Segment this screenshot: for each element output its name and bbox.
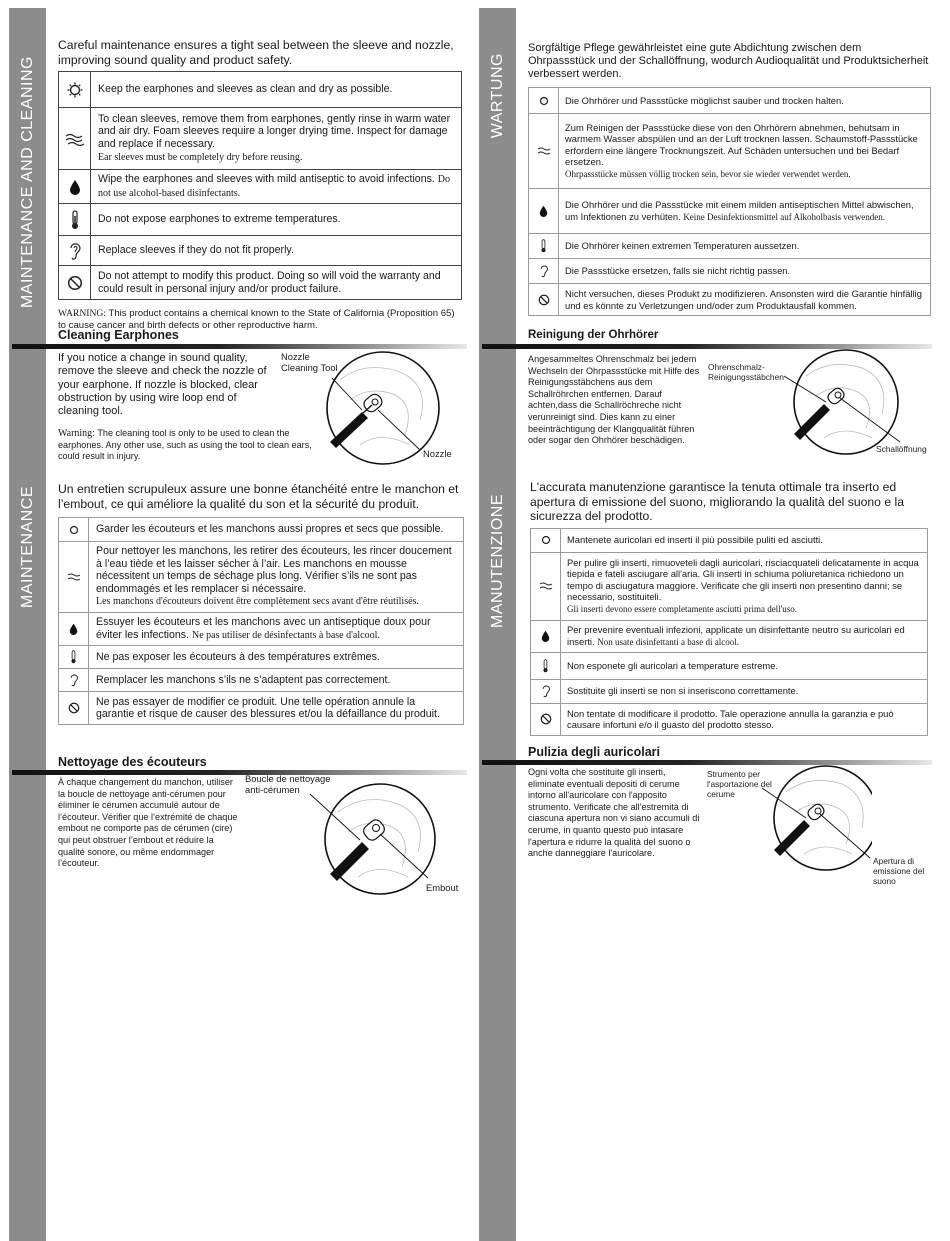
table-row — [531, 552, 928, 620]
prohibited-icon — [531, 703, 561, 735]
de-intro: Sorgfältige Pflege gewährleistet eine gute Abdichtung zwischen dem Ohrpassstück und der Schallöffnung, wodurch Audioqualität und Produktsicherheit verbessert werden. — [528, 42, 929, 80]
droplet-icon — [59, 612, 89, 645]
droplet-icon — [529, 189, 559, 234]
prohibited-icon — [529, 284, 559, 316]
it-row-text: Non esponete gli auricolari a temperature estreme. — [561, 652, 928, 679]
it-row-text: Mantenete auricolari ed inserti il più possibile puliti ed asciutti. — [561, 528, 928, 552]
sidebar-label-manutenzione: MANUTENZIONE — [488, 494, 506, 628]
it-care-table — [530, 528, 928, 736]
water-wave-icon — [59, 542, 89, 613]
fr-row-text: Garder les écouteurs et les manchons aussi propres et secs que possible. — [89, 518, 464, 542]
de-row-text: Die Passstücke ersetzen, falls sie nicht richtig passen. — [559, 259, 931, 284]
it-section — [530, 480, 928, 736]
left-sidebar — [9, 8, 46, 1241]
table-row — [59, 542, 464, 613]
en-warning: WARNING: This product contains a chemical known to the State of California (Proposition 65) to cause cancer and birth defects or other reproductive harm. — [58, 308, 455, 332]
en-row-text: Wipe the earphones and sleeves with mild antiseptic to avoid infections. Do not use alcohol-based disinfectants. — [91, 170, 462, 204]
en-row-text: Keep the earphones and sleeves as clean and dry as possible. — [91, 72, 462, 108]
de-cleaning-diagram — [760, 348, 930, 458]
it-intro: L'accurata manutenzione garantisce la tenuta ottimale tra inserto ed apertura di emissione del suono, migliorando la qualità del suono e la sicurezza del prodotto. — [530, 480, 904, 523]
thermometer-icon — [529, 234, 559, 259]
water-wave-icon — [59, 108, 91, 170]
de-cleaning-title: Reinigung der Ohrhörer — [528, 329, 659, 341]
sun-icon — [531, 528, 561, 552]
table-row — [59, 72, 462, 108]
table-row — [531, 679, 928, 703]
section-divider — [12, 770, 467, 775]
it-cleaning-text: Ogni volta che sostituite gli inserti, eliminate eventuali depositi di cerume intorno all'auricolare con l'apposito strumento. Verificate che all'estremità di ciascuna apertura non vi siano accumuli di cerume, in quanto questo può intasare l'apertura e ridurre la qualità del suono o anche danneggiare l'auricolare. — [528, 767, 700, 859]
it-callout-nozzle: Apertura di emissione del suono — [873, 856, 925, 886]
thermometer-icon — [59, 646, 89, 669]
fr-intro: Un entretien scrupuleux assure une bonne étanchéité entre le manchon et l’embout, ce qui améliore la qualité du son et la sécurité du produit. — [58, 482, 459, 511]
table-row — [59, 518, 464, 542]
table-row — [529, 88, 931, 114]
en-row-text: Replace sleeves if they do not fit properly. — [91, 236, 462, 266]
it-cleaning-title: Pulizia degli auricolari — [528, 745, 660, 759]
en-cleaning-text: If you notice a change in sound quality, remove the sleeve and check the nozzle of your earphone. If nozzle is blocked, clear obstruction by using wire loop end of cleaning tool. — [58, 352, 267, 418]
prohibited-icon — [59, 692, 89, 725]
table-row — [531, 528, 928, 552]
sidebar-label-maintenance: MAINTENANCE — [18, 486, 36, 608]
de-row-text: Die Ohrhörer keinen extremen Temperaturen aussetzen. — [559, 234, 931, 259]
water-wave-icon — [531, 552, 561, 620]
de-care-table — [528, 87, 931, 316]
fr-row-text: Ne pas essayer de modifier ce produit. Une telle opération annule la garantie et risque de causer des blessures et/ou la défaillance du produit. — [89, 692, 464, 725]
en-cleaning-title: Cleaning Earphones — [58, 328, 179, 342]
ear-icon — [59, 669, 89, 692]
fr-care-table — [58, 517, 464, 725]
table-row — [531, 652, 928, 679]
en-cleaning-warning: Warning: The cleaning tool is only to be used to clean the earphones. Any other use, such as using the tool to clean ears, could result in injury. — [58, 428, 312, 462]
en-intro: Careful maintenance ensures a tight seal between the sleeve and nozzle, improving sound quality and product safety. — [58, 38, 454, 67]
table-row — [59, 108, 462, 170]
fr-row-text: Pour nettoyer les manchons, les retirer des écouteurs, les rincer doucement à l’eau tiède et les laisser sécher à l’air. Les manchons en mousse nécessitent un temps de séchage plus long. Vérifier s’ils ne sont pas endommagés et les remplacer si nécessaire. Les manchons d'écouteurs doivent être complètement secs avant d'être réutilisés. — [89, 542, 464, 613]
table-row — [59, 204, 462, 236]
fr-section — [58, 482, 464, 725]
fr-row-text: Remplacer les manchons s’ils ne s’adaptent pas correctement. — [89, 669, 464, 692]
de-callout-tool: Ohrenschmalz-Reinigungsstäbchen — [708, 362, 784, 382]
fr-row-text: Essuyer les écouteurs et les manchons avec un antiseptique doux pour éviter les infections. Ne pas utiliser de désinfectants à base d'alcool. — [89, 612, 464, 645]
thermometer-icon — [531, 652, 561, 679]
table-row — [531, 620, 928, 652]
ear-icon — [529, 259, 559, 284]
table-row — [59, 266, 462, 300]
droplet-icon — [59, 170, 91, 204]
en-callout-tool: Nozzle Cleaning Tool — [281, 351, 338, 373]
droplet-icon — [531, 620, 561, 652]
table-row — [531, 703, 928, 735]
en-row-text: To clean sleeves, remove them from earphones, gently rinse in warm water and air dry. Foam sleeves require a longer drying time. Inspect for damage and replace if necessary. Ear sleeves must be completely dry before reusing. — [91, 108, 462, 170]
en-callout-nozzle: Nozzle — [423, 448, 452, 459]
sun-icon — [59, 72, 91, 108]
fr-callout-nozzle: Embout — [426, 882, 459, 893]
fr-callout-tool: Boucle de nettoyage anti-cérumen — [245, 773, 331, 795]
de-row-text: Die Ohrhörer und Passstücke möglichst sauber und trocken halten. — [559, 88, 931, 114]
de-row-text: Zum Reinigen der Passstücke diese von den Ohrhörern abnehmen, behutsam in warmem Wasser abspülen und an der Luft trocknen lassen. Schaumstoff-Passstücke erfordern eine längere Trocknungszeit. Auf Schäden untersuchen und bei Bedarf ersetzen. Ohrpassstücke müssen völlig trocken sein, bevor sie wieder verwendet werden. — [559, 114, 931, 189]
de-row-text: Die Ohrhörer und die Passstücke mit einem milden antiseptischen Mittel abwischen, um Infektionen zu verhüten. Keine Desinfektionsmittel auf Alkoholbasis verwenden. — [559, 189, 931, 234]
fr-cleaning-title: Nettoyage des écouteurs — [58, 755, 207, 769]
table-row — [529, 284, 931, 316]
de-row-text: Nicht versuchen, dieses Produkt zu modifizieren. Ansonsten wird die Garantie hinfällig und es könnte zu Verletzungen und/oder zum Produktausfall kommen. — [559, 284, 931, 316]
table-row — [59, 692, 464, 725]
prohibited-icon — [59, 266, 91, 300]
ear-icon — [531, 679, 561, 703]
table-row — [59, 612, 464, 645]
table-row — [529, 114, 931, 189]
it-callout-tool: Strumento per l'asportazione del cerume — [707, 769, 772, 799]
sidebar-label-wartung: WARTUNG — [488, 52, 506, 138]
de-section — [528, 42, 931, 316]
table-row — [59, 170, 462, 204]
table-row — [529, 234, 931, 259]
table-row — [529, 259, 931, 284]
en-cleaning-diagram — [270, 350, 460, 470]
it-row-text: Per pulire gli inserti, rimuoveteli dagli auricolari, risciacquateli delicatamente in acqua tiepida e fateli asciugare all'aria. Gli inserti in schiuma poliuretanica richiedono un tempo di asciugatura maggiore. Verificate che gli inserti non presentino danni; se necessario, sostituiteli. Gli inserti devono essere completamente asciutti prima dell'uso. — [561, 552, 928, 620]
sun-icon — [529, 88, 559, 114]
thermometer-icon — [59, 204, 91, 236]
fr-cleaning-diagram — [270, 782, 460, 900]
table-row — [59, 669, 464, 692]
en-row-text: Do not attempt to modify this product. Doing so will void the warranty and could result in personal injury and/or product failure. — [91, 266, 462, 300]
it-cleaning-diagram — [760, 762, 872, 874]
fr-cleaning-text: À chaque changement du manchon, utiliser la boucle de nettoyage anti-cérumen pour éliminer le cérumen accumulé autour de l’écouteur. Vérifier que l’extrémité de chaque embout ne comporte pas de cérumen (cire) qui peut obstruer l’embout et réduire la qualité sonore, ou même endommager l’écouteur. — [58, 777, 238, 869]
de-cleaning-text: Angesammeltes Ohrenschmalz bei jedem Wechseln der Ohrpassstücke mit Hilfe des Reinigungsstäbchens aus dem Schallröhrchen entfernen. Darauf achten,dass die Schallröchreche nicht verunreinigt sind. Dies kann zu einer beeinträchtigung der Klangqualität führen oder sogar den Ohrhörer beschädigen. — [528, 354, 700, 446]
sun-icon — [59, 518, 89, 542]
table-row — [59, 646, 464, 669]
it-row-text: Per prevenire eventuali infezioni, applicate un disinfettante neutro su auricolari ed inserti. Non usate disinfettanti a base di alcool. — [561, 620, 928, 652]
de-callout-nozzle: Schallöffnung — [876, 444, 927, 454]
table-row — [59, 236, 462, 266]
water-wave-icon — [529, 114, 559, 189]
it-row-text: Non tentate di modificare il prodotto. Tale operazione annulla la garanzia e può causare infortuni e/o il guasto del prodotto stesso. — [561, 703, 928, 735]
fr-row-text: Ne pas exposer les écouteurs à des températures extrêmes. — [89, 646, 464, 669]
en-section — [58, 38, 462, 332]
en-care-table — [58, 71, 462, 300]
table-row — [529, 189, 931, 234]
section-divider — [12, 344, 467, 349]
en-row-text: Do not expose earphones to extreme temperatures. — [91, 204, 462, 236]
sidebar-label-maintenance-and-cleaning: MAINTENANCE AND CLEANING — [18, 55, 36, 308]
ear-icon — [59, 236, 91, 266]
it-row-text: Sostituite gli inserti se non si inseriscono correttamente. — [561, 679, 928, 703]
right-sidebar — [479, 8, 516, 1241]
